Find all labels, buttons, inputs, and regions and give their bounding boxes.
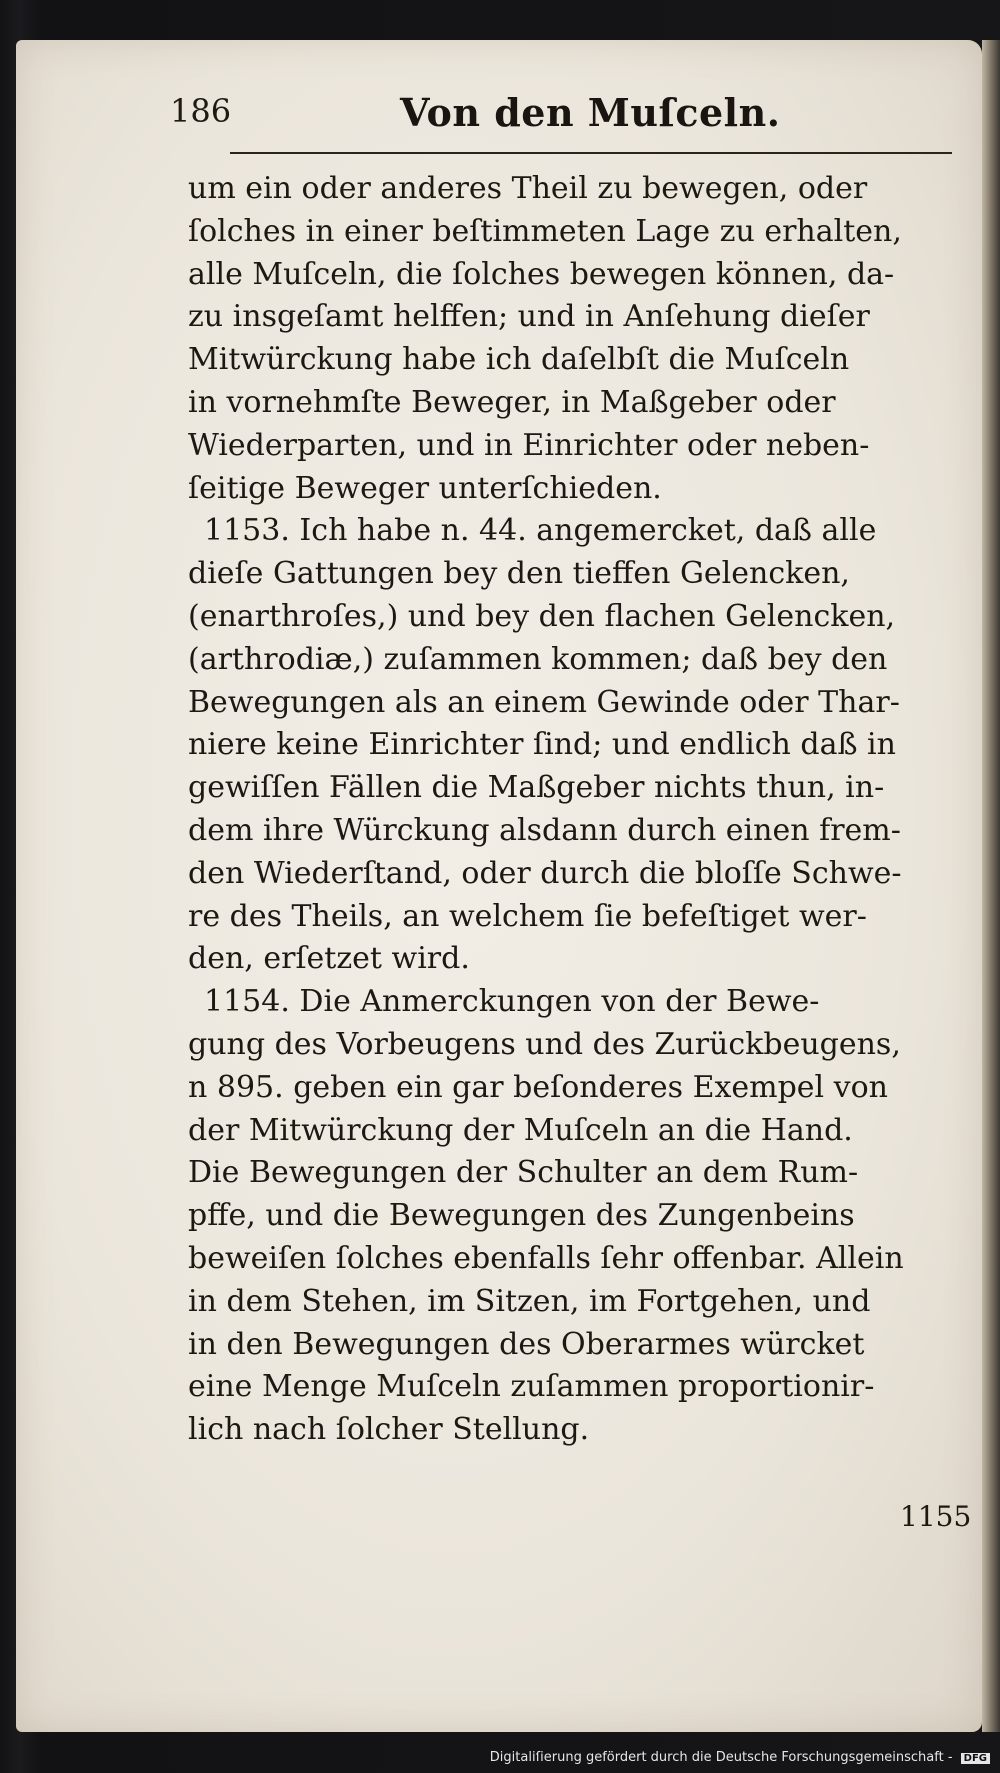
text-line: dem ihre Würckung alsdann durch einen frem-: [188, 812, 901, 848]
text-line: dieſe Gattungen bey den tieffen Gelencken,: [188, 556, 850, 592]
text-line: in den Bewegungen des Oberarmes würcket: [188, 1326, 865, 1362]
text-line: gung des Vorbeugens und des Zurückbeugens,: [188, 1026, 901, 1062]
text-line: ſolches in einer beſtimmeten Lage zu erhalten,: [188, 213, 902, 249]
dfg-logo: DFG: [961, 1753, 990, 1764]
page-header: [170, 92, 960, 152]
text-line: um ein oder anderes Theil zu bewegen, oder: [188, 171, 868, 206]
digitization-credit: [490, 1750, 990, 1765]
text-line: ſeitige Beweger unterſchieden.: [188, 470, 662, 506]
text-line: pffe, und die Bewegungen des Zungenbeins: [188, 1198, 855, 1234]
text-line: niere keine Einrichter ſind; und endlich daß in: [188, 727, 896, 763]
text-line: zu insgeſamt helffen; und in Anſehung dieſer: [188, 299, 870, 335]
paragraph-start-1154: 1154. Die Anmerckungen von der Bewe-: [204, 984, 820, 1020]
page-number: 186: [170, 92, 232, 130]
body-text: [188, 168, 958, 1452]
text-line: (enarthroſes,) und bey den flachen Gelencken,: [188, 598, 896, 634]
text-line: eine Menge Muſceln zuſammen proportionir-: [188, 1369, 875, 1405]
page-edge: [982, 40, 1000, 1732]
text-line: gewiſſen Fällen die Maßgeber nichts thun, in-: [188, 770, 885, 806]
text-line: lich nach ſolcher Stellung.: [188, 1412, 590, 1448]
text-line: den Wiederſtand, oder durch die bloſſe Schwe-: [188, 855, 902, 891]
text-line: re des Theils, an welchem ſie befeſtiget wer-: [188, 898, 867, 934]
credit-text: Digitaliſierung gefördert durch die Deutsche Forschungsgemeinschaft -: [489, 1750, 953, 1765]
catchword: 1155: [900, 1500, 972, 1533]
text-line: den, erſetzet wird.: [188, 941, 470, 977]
text-line: der Mitwürckung der Muſceln an die Hand.: [188, 1112, 853, 1148]
text-line: alle Muſceln, die ſolches bewegen können, da-: [188, 256, 895, 292]
text-line: Mitwürckung habe ich daſelbſt die Muſceln: [188, 342, 850, 378]
running-title: Von den Muſceln.: [400, 90, 781, 135]
text-line: beweiſen ſolches ebenfalls ſehr offenbar. Allein: [188, 1240, 904, 1276]
text-line: Wiederparten, und in Einrichter oder neben-: [188, 427, 870, 463]
header-rule: [230, 152, 952, 154]
text-line: Die Bewegungen der Schulter an dem Rum-: [188, 1155, 859, 1191]
paragraph-start-1153: 1153. Ich habe n. 44. angemercket, daß alle: [204, 513, 877, 549]
text-line: n 895. geben ein gar beſonderes Exempel von: [188, 1069, 889, 1105]
text-line: (arthrodiæ,) zuſammen kommen; daß bey den: [188, 641, 888, 677]
text-line: in vornehmſte Beweger, in Maßgeber oder: [188, 384, 836, 420]
text-line: in dem Stehen, im Sitzen, im Fortgehen, und: [188, 1283, 871, 1319]
text-line: Bewegungen als an einem Gewinde oder Thar-: [188, 684, 900, 720]
